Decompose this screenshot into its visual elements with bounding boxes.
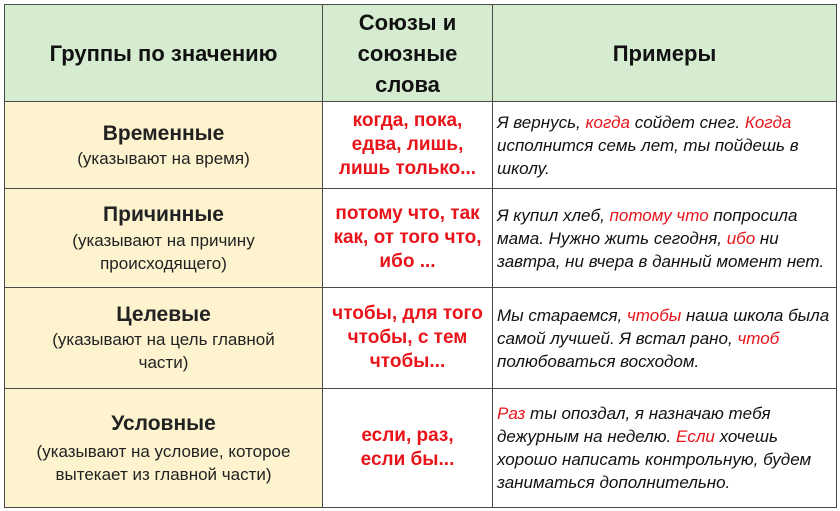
group-name: Условные bbox=[111, 411, 216, 435]
example-text: попросила мама. Нужно жить сегодня, bbox=[497, 205, 798, 248]
highlighted-conjunction: потому что bbox=[609, 205, 709, 225]
highlighted-conjunction: Если bbox=[676, 427, 715, 446]
example-text: исполнится семь лет, ты пойдешь в школу. bbox=[497, 135, 799, 178]
table-row bbox=[5, 102, 837, 189]
group-description: (указывают на время) bbox=[77, 148, 250, 168]
highlighted-conjunction: ибо bbox=[726, 228, 756, 248]
header-row bbox=[5, 5, 837, 102]
example-text: Я купил хлеб, bbox=[497, 205, 610, 225]
examples-cell bbox=[493, 189, 837, 288]
example-text: ты опоздал, я назначаю тебя дежурным на неделю. bbox=[497, 404, 771, 446]
example-text: полюбоваться восходом. bbox=[497, 351, 700, 371]
example-text: сойдет снег. bbox=[630, 112, 745, 132]
table-row bbox=[5, 189, 837, 288]
table-row bbox=[5, 389, 837, 508]
group-name: Причинные bbox=[103, 202, 224, 226]
highlighted-conjunction: Раз bbox=[497, 404, 526, 423]
highlighted-conjunction: когда bbox=[585, 112, 630, 132]
group-description: (указывают на условие, которое вытекает из главной части) bbox=[36, 441, 291, 484]
group-cell bbox=[5, 102, 323, 189]
header-examples: Примеры bbox=[493, 5, 837, 102]
group-name: Временные bbox=[102, 121, 225, 145]
group-description: (указывают на цель главной части) bbox=[52, 330, 275, 372]
example-text: наша школа была самой лучшей. Я встал рано, bbox=[497, 305, 830, 348]
highlighted-conjunction: чтобы bbox=[626, 305, 682, 325]
highlighted-conjunction: Когда bbox=[744, 112, 792, 132]
conjunctions-cell: чтобы, для того чтобы, с тем чтобы... bbox=[323, 288, 493, 389]
conjunctions-cell: если, раз, если бы... bbox=[323, 389, 493, 508]
example-text: ни завтра, ни вчера в данный момент нет. bbox=[497, 228, 825, 271]
header-groups: Группы по значению bbox=[5, 5, 323, 102]
examples-cell bbox=[493, 288, 837, 389]
header-conjunctions: Союзы и союзные слова bbox=[323, 5, 493, 102]
conjunctions-cell: потому что, так как, от того что, ибо ... bbox=[323, 189, 493, 288]
examples-cell bbox=[493, 389, 837, 508]
table-row bbox=[5, 288, 837, 389]
group-name: Целевые bbox=[116, 303, 211, 326]
group-cell bbox=[5, 389, 323, 508]
example-text: хочешь хорошо написать контрольную, будем заниматься дополнительно. bbox=[497, 427, 812, 492]
example-text: Я вернусь, bbox=[497, 112, 586, 132]
group-description: (указывают на причину происходящего) bbox=[72, 230, 255, 273]
example-text: Мы стараемся, bbox=[497, 305, 627, 325]
conjunctions-table bbox=[4, 4, 837, 508]
conjunctions-cell: когда, пока, едва, лишь, лишь только... bbox=[323, 102, 493, 189]
group-cell bbox=[5, 189, 323, 288]
examples-cell bbox=[493, 102, 837, 189]
highlighted-conjunction: чтоб bbox=[737, 328, 780, 348]
group-cell bbox=[5, 288, 323, 389]
